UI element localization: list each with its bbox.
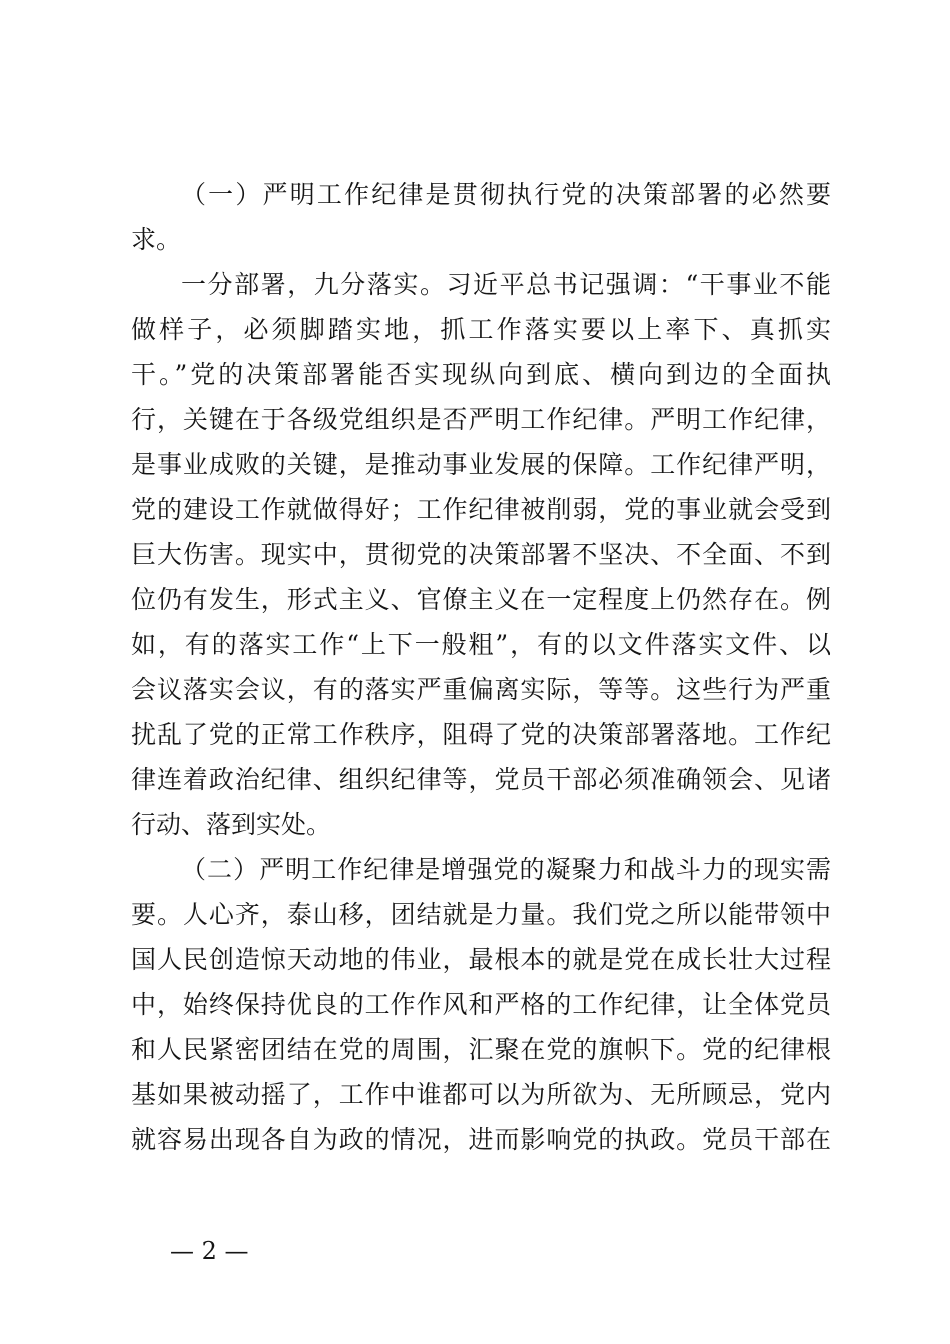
paragraph-2-line-12: 律连着政治纪律、组织纪律等，党员干部必须准确领会、见诸	[131, 765, 831, 794]
paragraph-2-line-9: 如，有的落实工作“上下一般粗”，有的以文件落实文件、以	[131, 630, 831, 659]
paragraph-2-line-7: 巨大伤害。现实中，贯彻党的决策部署不坚决、不全面、不到	[131, 540, 831, 569]
paragraph-2-line-1: 一分部署，九分落实。习近平总书记强调：“干事业不能	[181, 270, 831, 299]
paragraph-3-line-6: 基如果被动摇了，工作中谁都可以为所欲为、无所顾忌，党内	[131, 1080, 831, 1109]
paragraph-2-line-11: 扰乱了党的正常工作秩序，阻碍了党的决策部署落地。工作纪	[131, 720, 831, 749]
paragraph-2-line-6: 党的建设工作就做得好；工作纪律被削弱，党的事业就会受到	[131, 495, 831, 524]
paragraph-3-line-4: 中，始终保持优良的工作作风和严格的工作纪律，让全体党员	[131, 990, 831, 1019]
paragraph-1-line-1: （一）严明工作纪律是贯彻执行党的决策部署的必然要	[181, 180, 831, 209]
paragraph-3-line-7: 就容易出现各自为政的情况，进而影响党的执政。党员干部在	[131, 1125, 831, 1154]
paragraph-3-line-5: 和人民紧密团结在党的周围，汇聚在党的旗帜下。党的纪律根	[131, 1035, 831, 1064]
paragraph-2-line-10: 会议落实会议，有的落实严重偏离实际，等等。这些行为严重	[131, 675, 831, 704]
paragraph-2-line-5: 是事业成败的关键，是推动事业发展的保障。工作纪律严明，	[131, 450, 831, 479]
paragraph-2-line-2: 做样子，必须脚踏实地，抓工作落实要以上率下、真抓实	[131, 315, 831, 344]
paragraph-3-line-3: 国人民创造惊天动地的伟业，最根本的就是党在成长壮大过程	[131, 945, 831, 974]
paragraph-3-line-2: 要。人心齐，泰山移，团结就是力量。我们党之所以能带领中	[131, 900, 831, 929]
paragraph-2-line-13: 行动、落到实处。	[131, 810, 332, 839]
paragraph-2-line-3: 干。”党的决策部署能否实现纵向到底、横向到边的全面执	[131, 360, 831, 389]
paragraph-2-line-4: 行，关键在于各级党组织是否严明工作纪律。严明工作纪律，	[131, 405, 831, 434]
paragraph-1-line-2: 求。	[131, 225, 182, 254]
page-number: — 2 —	[170, 1237, 249, 1265]
paragraph-2-line-8: 位仍有发生，形式主义、官僚主义在一定程度上仍然存在。例	[131, 585, 831, 614]
paragraph-3-line-1: （二）严明工作纪律是增强党的凝聚力和战斗力的现实需	[181, 855, 831, 884]
